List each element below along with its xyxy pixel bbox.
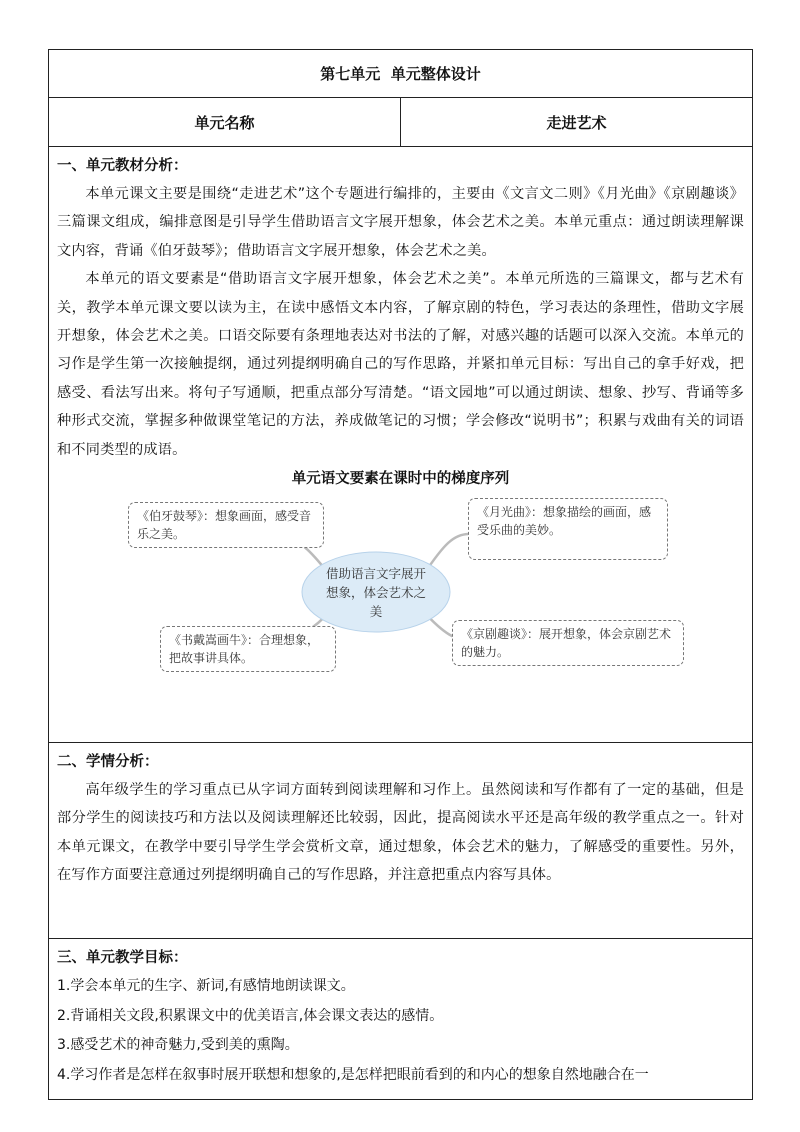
list-item: 2.背诵相关文段,积累课文中的优美语言,体会课文表达的感情。	[57, 1007, 444, 1024]
mindmap-title: 单元语文要素在课时中的梯度序列	[291, 471, 510, 488]
list-item: 4.学习作者是怎样在叙事时展开联想和想象的,是怎样把眼前看到的和内心的想象自然地融合在一	[57, 1066, 649, 1083]
teaching-goals-section	[49, 939, 752, 1099]
section-heading: 三、单元教学目标：	[57, 950, 188, 966]
student-analysis-section	[49, 743, 752, 939]
paragraph: 高年级学生的学习重点已从字词方面转到阅读理解和习作上。虽然阅读和写作都有了一定的基础，但是部分学生的阅读技巧和方法以及阅读理解还比较弱，因此，提高阅读水平还是高年级的教学重点之一。针对本单元课文，在教学中要引导学生学会赏析文章，通过想象，体会艺术的魅力，了解感受的重要性。另外，在写作方面要注意通过列提纲明确自己的写作思路，并注意把重点内容写具体。	[57, 782, 744, 884]
unit-name-row	[49, 98, 752, 147]
mindmap-node-boyaguqin: 《伯牙鼓琴》：想象画面，感受音乐之美。	[128, 502, 324, 548]
list-item: 1.学会本单元的生字、新词,有感情地朗读课文。	[57, 978, 355, 994]
design-table	[48, 49, 753, 1100]
paragraph: 本单元课文主要是围绕“走进艺术”这个专题进行编排的，主要由《文言文二则》《月光曲》《京剧趣谈》三篇课文组成，编排意图是引导学生借助语言文字展开想象，体会艺术之美。本单元重点：通过朗读理解课文内容，背诵《伯牙鼓琴》；借助语言文字展开想象，体会艺术之美。	[57, 186, 744, 259]
section-heading: 二、学情分析：	[57, 754, 159, 770]
mindmap-node-shudaisong: 《书戴嵩画牛》：合理想象，把故事讲具体。	[160, 626, 336, 672]
textbook-analysis-section	[49, 147, 752, 743]
unit-name-label: 单元名称	[194, 113, 255, 132]
mindmap-node-yueguangqu: 《月光曲》：想象描绘的画面，感受乐曲的美妙。	[468, 498, 668, 560]
mindmap	[124, 494, 684, 674]
mindmap-center-text: 借助语言文字展开想象，体会艺术之美	[326, 565, 427, 619]
section-heading: 一、单元教材分析：	[57, 158, 188, 174]
table-title-text: 第七单元 单元整体设计	[320, 65, 481, 83]
list-item: 3.感受艺术的神奇魅力,受到美的熏陶。	[57, 1037, 299, 1053]
mindmap-node-jingjuquTan: 《京剧趣谈》：展开想象，体会京剧艺术的魅力。	[452, 620, 684, 666]
unit-name-value: 走进艺术	[400, 98, 752, 146]
paragraph: 本单元的语文要素是“借助语言文字展开想象，体会艺术之美”。本单元所选的三篇课文，都与艺术有关，教学本单元课文要以读为主，在读中感悟文本内容，了解京剧的特色，学习表达的条理性，借助文字展开想象，体会艺术之美。口语交际要有条理地表达对书法的了解，对感兴趣的话题可以深入交流。本单元的习作是学生第一次接触提纲，通过列提纲明确自己的写作思路，并紧扣单元目标：写出自己的拿手好戏，把感受、看法写出来。将句子写通顺，把重点部分写清楚。“语文园地”可以通过朗读、想象、抄写、背诵等多种形式交流，掌握多种做课堂笔记的方法，养成做笔记的习惯；学会修改“说明书”；积累与戏曲有关的词语和不同类型的成语。	[57, 271, 744, 458]
table-title	[49, 50, 752, 98]
